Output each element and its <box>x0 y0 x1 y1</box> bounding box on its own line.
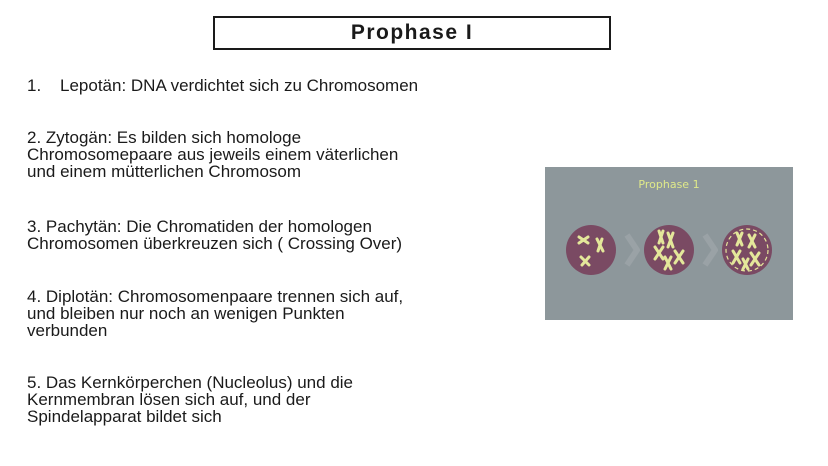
item-line: Chromosomepaare aus jeweils einem väterlichen <box>27 145 399 164</box>
item-line: 2. Zytogän: Es bilden sich homologe <box>27 128 302 147</box>
list-item <box>27 288 507 339</box>
cell-stage-2 <box>644 225 694 275</box>
item-text: Lepotän: DNA verdichtet sich zu Chromosomen <box>60 76 419 95</box>
list-item <box>27 218 507 252</box>
item-line: 4. Diplotän: Chromosomenpaare trennen sich auf, <box>27 287 404 306</box>
item-line: Chromosomen überkreuzen sich ( Crossing Over) <box>27 234 403 253</box>
illustration-title: Prophase 1 <box>638 178 700 191</box>
cell-stage-1 <box>566 225 616 275</box>
item-line: Spindelapparat bildet sich <box>27 407 222 426</box>
nucleus-icon <box>566 225 616 275</box>
prophase-illustration <box>545 167 793 320</box>
illustration-drawing <box>545 167 793 320</box>
item-line: verbunden <box>27 321 108 340</box>
item-number: 1. <box>27 76 42 95</box>
list-item <box>27 129 507 180</box>
list-item <box>27 77 507 94</box>
slide-title: Prophase I <box>350 21 474 44</box>
chevron-right-icon <box>705 235 715 265</box>
item-line: 5. Das Kernkörperchen (Nucleolus) und die <box>27 373 354 392</box>
list-item <box>27 374 507 425</box>
item-line: 3. Pachytän: Die Chromatiden der homologen <box>27 217 372 236</box>
item-line: und bleiben nur noch an wenigen Punkten <box>27 304 345 323</box>
title-box <box>213 16 611 50</box>
item-line: und einem mütterlichen Chromosom <box>27 162 302 181</box>
item-line: Kernmembran lösen sich auf, und der <box>27 390 311 409</box>
chevron-right-icon <box>627 235 637 265</box>
cell-stage-3 <box>722 225 772 275</box>
